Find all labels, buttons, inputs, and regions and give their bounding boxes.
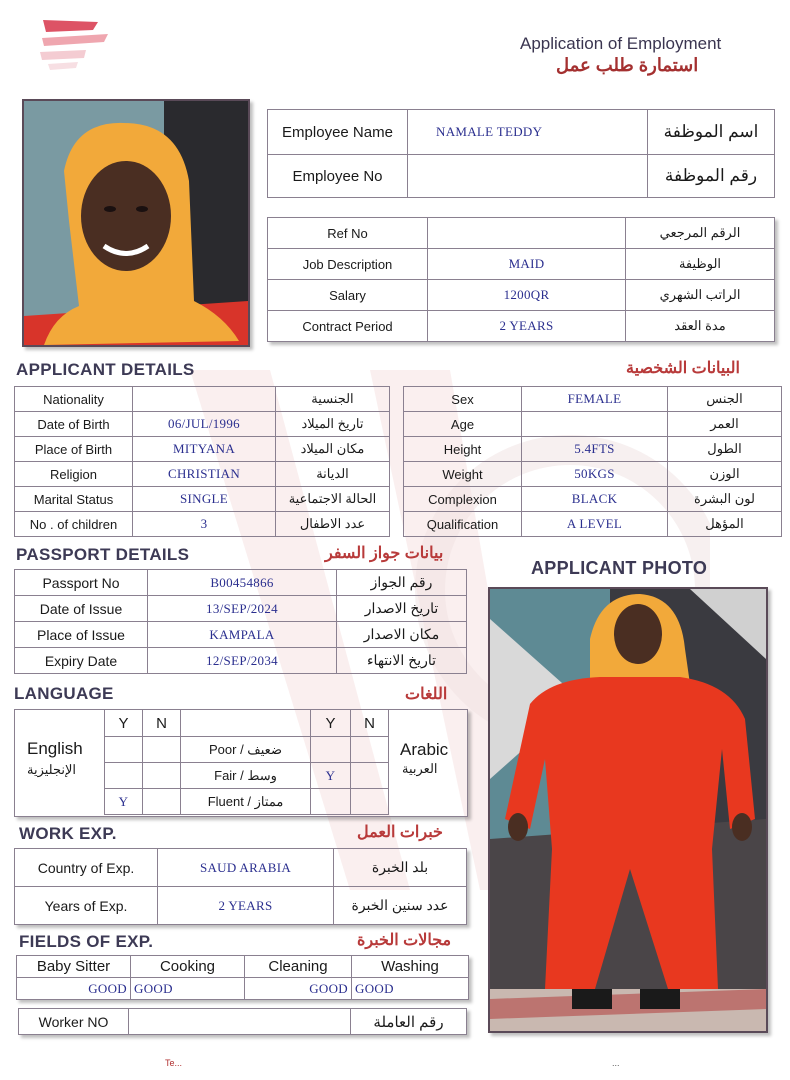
english-no-header: N (143, 710, 181, 737)
arabic-label: Arabic (400, 740, 449, 759)
sex-label: Sex (404, 387, 522, 412)
place-of-issue-label-ar: مكان الاصدار (337, 622, 467, 648)
ref-no-value (428, 218, 626, 249)
footer-right-text: ... (612, 1058, 620, 1068)
english-fair-no (143, 763, 181, 789)
level-fluent: Fluent / ممتاز (181, 789, 311, 815)
employee-name-label: Employee Name (268, 110, 408, 155)
expiry-date-value: 12/SEP/2034 (148, 648, 337, 674)
applicant-photo-title: APPLICANT PHOTO (531, 558, 708, 578)
place-of-birth-label: Place of Birth (15, 437, 133, 462)
marital-status-value: SINGLE (133, 487, 276, 512)
age-label-ar: العمر (668, 412, 782, 437)
english-fair-yes (105, 763, 143, 789)
country-of-exp-label-ar: بلد الخبرة (334, 849, 467, 887)
employee-no-label-ar: رقم الموظفة (648, 155, 775, 198)
date-of-issue-label: Date of Issue (15, 596, 148, 622)
expiry-date-label: Expiry Date (15, 648, 148, 674)
language-title-ar: اللغات (405, 686, 448, 703)
job-table (267, 217, 775, 342)
applicant-portrait (22, 99, 250, 347)
marital-status-label-ar: الحالة الاجتماعية (276, 487, 390, 512)
salary-label-ar: الراتب الشهري (626, 280, 775, 311)
country-of-exp-label: Country of Exp. (15, 849, 158, 887)
religion-label-ar: الديانة (276, 462, 390, 487)
passport-no-label: Passport No (15, 570, 148, 596)
english-label-ar: الإنجليزية (27, 762, 77, 777)
company-logo (38, 12, 178, 82)
contract-period-label: Contract Period (268, 311, 428, 342)
country-of-exp-value: SAUD ARABIA (158, 849, 334, 887)
children-value: 3 (133, 512, 276, 537)
years-of-exp-value: 2 YEARS (158, 887, 334, 925)
weight-value: 50KGS (522, 462, 668, 487)
expiry-date-label-ar: تاريخ الانتهاء (337, 648, 467, 674)
english-poor-no (143, 737, 181, 763)
fields-exp-title-ar: مجالات الخبرة (357, 932, 452, 949)
employee-no-value (408, 155, 648, 198)
arabic-fair-yes: Y (311, 763, 351, 789)
field-washing-label: Washing (352, 956, 469, 978)
arabic-poor-yes (311, 737, 351, 763)
english-fluent-yes: Y (105, 789, 143, 815)
weight-label-ar: الوزن (668, 462, 782, 487)
place-of-issue-label: Place of Issue (15, 622, 148, 648)
worker-no-value (129, 1009, 351, 1035)
header-title-ar: استمارة طلب عمل (556, 55, 699, 75)
arabic-fair-no (351, 763, 389, 789)
passport-no-value: B00454866 (148, 570, 337, 596)
work-exp-title-ar: خبرات العمل (357, 824, 443, 841)
language-title: LANGUAGE (14, 684, 114, 703)
contract-period-label-ar: مدة العقد (626, 311, 775, 342)
sex-label-ar: الجنس (668, 387, 782, 412)
passport-details-title: PASSPORT DETAILS (16, 545, 190, 564)
place-of-issue-value: KAMPALA (148, 622, 337, 648)
dob-label: Date of Birth (15, 412, 133, 437)
salary-label: Salary (268, 280, 428, 311)
applicant-full-photo (488, 587, 768, 1033)
dob-value: 06/JUL/1996 (133, 412, 276, 437)
age-value (522, 412, 668, 437)
arabic-yes-header: Y (311, 710, 351, 737)
arabic-no-header: N (351, 710, 389, 737)
applicant-left-table (14, 386, 390, 537)
arabic-fluent-yes (311, 789, 351, 815)
height-label-ar: الطول (668, 437, 782, 462)
arabic-fluent-no (351, 789, 389, 815)
salary-value: 1200QR (428, 280, 626, 311)
english-yes-header: Y (105, 710, 143, 737)
date-of-issue-label-ar: تاريخ الاصدار (337, 596, 467, 622)
qualification-label: Qualification (404, 512, 522, 537)
height-label: Height (404, 437, 522, 462)
employee-name-label-ar: اسم الموظفة (648, 110, 775, 155)
applicant-details-title-ar: البيانات الشخصية (626, 360, 740, 377)
english-fluent-no (143, 789, 181, 815)
field-baby-sitter-label: Baby Sitter (17, 956, 131, 978)
marital-status-label: Marital Status (15, 487, 133, 512)
complexion-label-ar: لون البشرة (668, 487, 782, 512)
employee-table (267, 109, 775, 198)
place-of-birth-value: MITYANA (133, 437, 276, 462)
employee-name-value: NAMALE TEDDY (408, 110, 648, 155)
nationality-label: Nationality (15, 387, 133, 412)
passport-no-label-ar: رقم الجواز (337, 570, 467, 596)
religion-label: Religion (15, 462, 133, 487)
arabic-label-ar: العربية (402, 761, 438, 776)
height-value: 5.4FTS (522, 437, 668, 462)
field-cooking-label: Cooking (131, 956, 245, 978)
applicant-right-table (403, 386, 782, 537)
passport-table (14, 569, 467, 674)
date-of-issue-value: 13/SEP/2024 (148, 596, 337, 622)
level-header-blank (181, 710, 311, 737)
header-title-en: Application of Employment (520, 34, 722, 53)
children-label-ar: عدد الاطفال (276, 512, 390, 537)
field-cooking-value: GOOD (131, 978, 245, 1000)
weight-label: Weight (404, 462, 522, 487)
worker-no-table (18, 1008, 467, 1035)
religion-value: CHRISTIAN (133, 462, 276, 487)
ref-no-label-ar: الرقم المرجعي (626, 218, 775, 249)
qualification-value: A LEVEL (522, 512, 668, 537)
qualification-label-ar: المؤهل (668, 512, 782, 537)
level-poor: Poor / ضعيف (181, 737, 311, 763)
field-cleaning-label: Cleaning (245, 956, 352, 978)
complexion-label: Complexion (404, 487, 522, 512)
dob-label-ar: تاريخ الميلاد (276, 412, 390, 437)
years-of-exp-label-ar: عدد سنين الخبرة (334, 887, 467, 925)
place-of-birth-label-ar: مكان الميلاد (276, 437, 390, 462)
employee-no-label: Employee No (268, 155, 408, 198)
sex-value: FEMALE (522, 387, 668, 412)
worker-no-label-ar: رقم العاملة (351, 1009, 467, 1035)
field-washing-value: GOOD (352, 978, 469, 1000)
job-description-label: Job Description (268, 249, 428, 280)
age-label: Age (404, 412, 522, 437)
complexion-value: BLACK (522, 487, 668, 512)
english-poor-yes (105, 737, 143, 763)
language-table (104, 709, 389, 815)
ref-no-label: Ref No (268, 218, 428, 249)
work-exp-title: WORK EXP. (19, 824, 117, 843)
fields-exp-table (16, 955, 469, 1000)
contract-period-value: 2 YEARS (428, 311, 626, 342)
field-cleaning-value: GOOD (245, 978, 352, 1000)
fields-exp-title: FIELDS OF EXP. (19, 932, 154, 951)
years-of-exp-label: Years of Exp. (15, 887, 158, 925)
job-description-label-ar: الوظيفة (626, 249, 775, 280)
children-label: No . of children (15, 512, 133, 537)
work-exp-table (14, 848, 467, 925)
passport-details-title-ar: بيانات جواز السفر (325, 545, 444, 562)
level-fair: Fair / وسط (181, 763, 311, 789)
nationality-label-ar: الجنسية (276, 387, 390, 412)
english-label: English (27, 739, 83, 758)
field-baby-sitter-value: GOOD (17, 978, 131, 1000)
job-description-value: MAID (428, 249, 626, 280)
arabic-poor-no (351, 737, 389, 763)
worker-no-label: Worker NO (19, 1009, 129, 1035)
nationality-value (133, 387, 276, 412)
footer-left-text: Te... (165, 1058, 183, 1068)
applicant-details-title: APPLICANT DETAILS (16, 360, 195, 379)
